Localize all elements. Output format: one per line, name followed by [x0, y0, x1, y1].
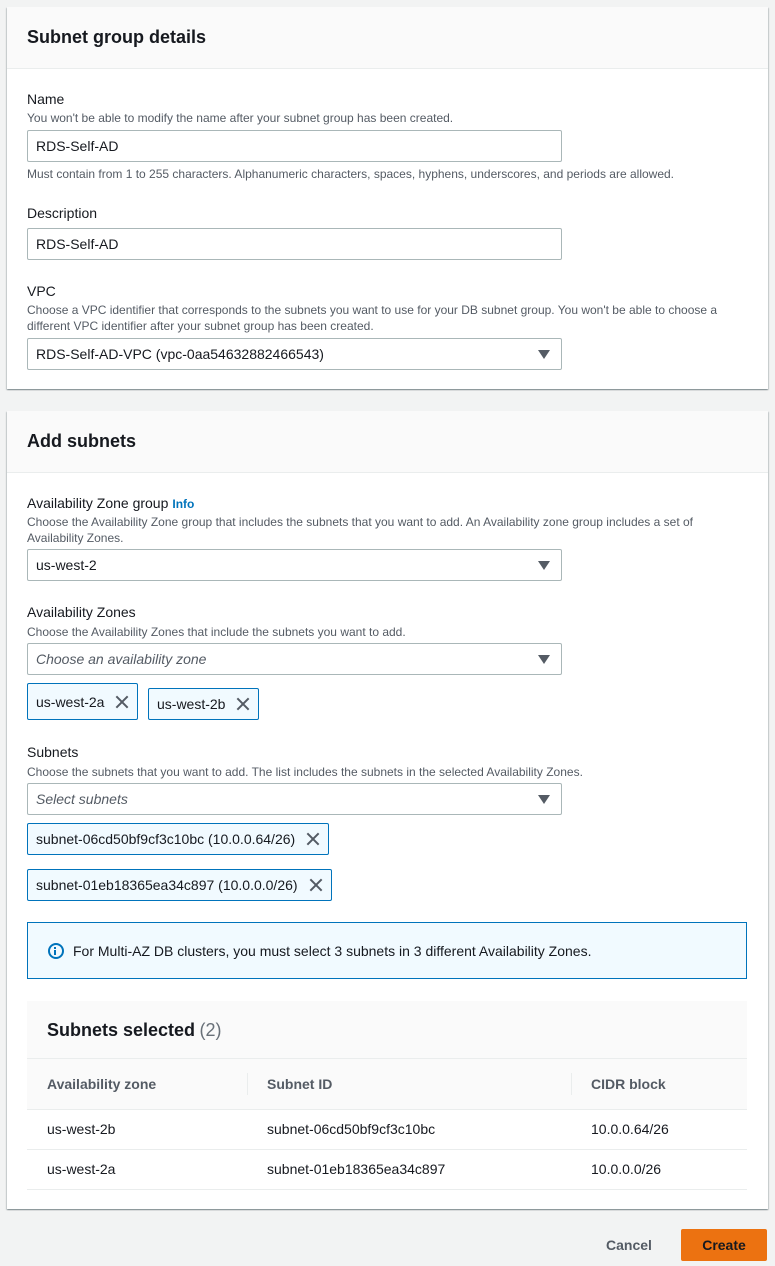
description-input[interactable] [27, 228, 562, 260]
caret-down-icon [538, 655, 550, 664]
token-label: us-west-2b [157, 696, 226, 712]
az-select-placeholder: Choose an availability zone [36, 651, 207, 667]
description-label: Description [27, 205, 98, 221]
cell-availability-zone: us-west-2a [27, 1149, 247, 1189]
table-row [27, 1109, 747, 1149]
cell-cidr-block: 10.0.0.0/26 [571, 1149, 747, 1189]
name-input-value: RDS-Self-AD [36, 138, 119, 154]
subnet-group-details-header [7, 7, 768, 69]
add-subnets-title: Add subnets [27, 431, 137, 451]
column-cidr-block: CIDR block [571, 1059, 747, 1109]
cell-availability-zone: us-west-2b [27, 1109, 247, 1149]
subnet-token-1 [27, 823, 329, 855]
table-title: Subnets selected [47, 1020, 196, 1040]
close-icon[interactable] [304, 830, 322, 848]
vpc-label: VPC [27, 283, 56, 299]
create-button[interactable]: Create [681, 1229, 767, 1261]
alert-text: For Multi-AZ DB clusters, you must select 3 subnets in 3 different Availability Zones. [73, 942, 592, 959]
subnets-label: Subnets [27, 744, 79, 760]
az-token-us-west-2b [148, 688, 259, 720]
vpc-select-value: RDS-Self-AD-VPC (vpc-0aa54632882466543) [36, 346, 324, 362]
subnet-group-details-panel [7, 7, 768, 389]
name-label: Name [27, 91, 65, 107]
az-label: Availability Zones [27, 604, 136, 620]
name-constraint: Must contain from 1 to 255 characters. Alphanumeric characters, spaces, hyphens, underscores, and periods are allowed. [27, 167, 675, 181]
description-input-value: RDS-Self-AD [36, 236, 119, 252]
close-icon[interactable] [113, 693, 131, 711]
token-label: us-west-2a [36, 693, 105, 710]
az-group-description: Choose the Availability Zone group that includes the subnets that you want to add. An Availability zone group includes a set of Availability Zones. [27, 515, 693, 545]
subnets-select[interactable] [27, 783, 562, 815]
subnet-token-2 [27, 869, 332, 901]
az-group-info-link[interactable]: Info [172, 497, 195, 511]
subnets-table [27, 1059, 747, 1190]
table-count: (2) [199, 1020, 222, 1040]
name-input[interactable] [27, 130, 562, 162]
add-subnets-header [7, 411, 768, 473]
vpc-description: Choose a VPC identifier that corresponds to the subnets you want to use for your DB subnet group. You won't be able to choose a different VPC identifier after your subnet group has been created. [27, 303, 718, 333]
close-icon[interactable] [234, 695, 252, 713]
subnets-select-placeholder: Select subnets [36, 791, 128, 807]
table-header [27, 1001, 747, 1059]
table-header-row [27, 1059, 747, 1109]
cell-cidr-block: 10.0.0.64/26 [571, 1109, 747, 1149]
table-row [27, 1149, 747, 1189]
name-description: You won't be able to modify the name after your subnet group has been created. [27, 111, 454, 125]
token-label: subnet-06cd50bf9cf3c10bc (10.0.0.64/26) [36, 831, 296, 847]
vpc-select[interactable] [27, 338, 562, 370]
subnets-description: Choose the subnets that you want to add. The list includes the subnets in the selected Availability Zones. [27, 765, 583, 779]
subnets-selected-table [27, 1001, 747, 1190]
az-group-select[interactable] [27, 549, 562, 581]
cell-subnet-id: subnet-01eb18365ea34c897 [247, 1149, 571, 1189]
info-icon [48, 943, 64, 959]
subnet-group-details-title: Subnet group details [27, 27, 207, 47]
caret-down-icon [538, 561, 550, 570]
az-group-select-value: us-west-2 [36, 557, 97, 573]
caret-down-icon [538, 350, 550, 359]
close-icon[interactable] [307, 876, 325, 894]
cancel-button[interactable]: Cancel [590, 1229, 668, 1261]
cell-subnet-id: subnet-06cd50bf9cf3c10bc [247, 1109, 571, 1149]
az-select[interactable] [27, 643, 562, 675]
add-subnets-panel [7, 411, 768, 1209]
caret-down-icon [538, 795, 550, 804]
column-subnet-id: Subnet ID [247, 1059, 571, 1109]
az-description: Choose the Availability Zones that include the subnets you want to add. [27, 625, 406, 639]
az-group-label-text: Availability Zone group [27, 495, 169, 511]
token-label: subnet-01eb18365ea34c897 (10.0.0.0/26) [36, 877, 298, 893]
az-token-us-west-2a [27, 683, 138, 720]
multi-az-info-alert [27, 922, 747, 979]
column-availability-zone: Availability zone [27, 1059, 247, 1109]
az-group-label [27, 495, 194, 511]
